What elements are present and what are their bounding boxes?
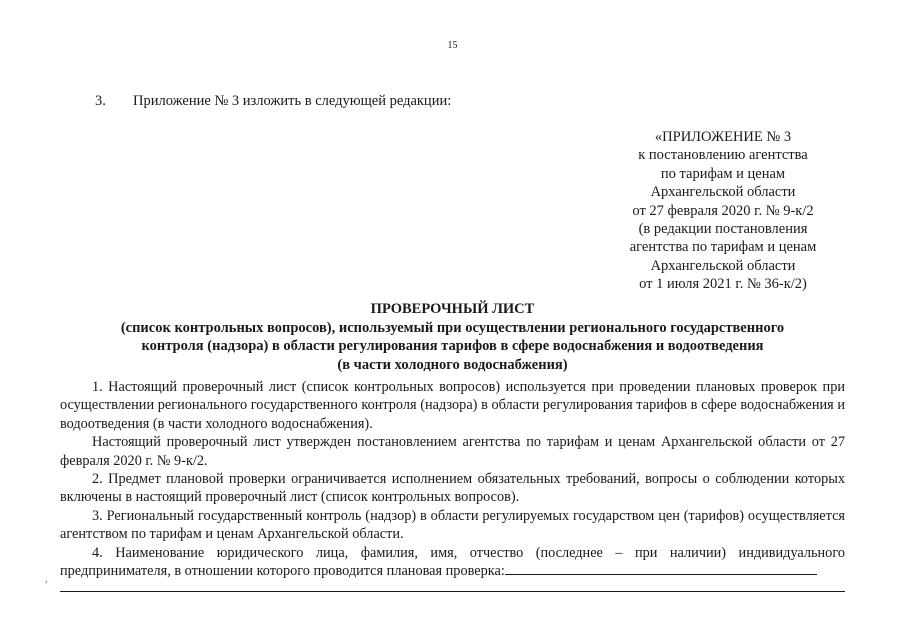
paragraph-1: 1. Настоящий проверочный лист (список контрольных вопросов) используется при проведении плановых проверок при осуществлении регионального государственного контроля (надзора) в области регулирования тарифов в сфере водоснабжения и водоотведения (в части холодного водоснабжения). — [60, 379, 845, 432]
paragraph-4: 3. Региональный государственный контроль (надзор) в области регулируемых государством цен (тарифов) осуществляется агентством по тарифам и ценам Архангельской области. — [60, 507, 845, 543]
appendix-line: к постановлению агентства — [638, 147, 808, 164]
fill-in-blank-line — [505, 562, 817, 575]
appendix-header — [603, 128, 843, 294]
paragraph-5 — [60, 544, 845, 581]
appendix-line: (в редакции постановления — [638, 221, 808, 238]
page-number: 15 — [447, 40, 458, 51]
title-subline: (в части холодного водоснабжения) — [337, 356, 568, 373]
appendix-line: от 27 февраля 2020 г. № 9-к/2 — [632, 202, 814, 219]
title-subline: (список контрольных вопросов), используемый при осуществлении регионального государственного — [120, 319, 785, 336]
paragraph-2: Настоящий проверочный лист утвержден постановлением агентства по тарифам и ценам Архангельской области от 27 февраля 2020 г. № 9-к/2. — [60, 434, 845, 469]
fill-in-rule-line — [60, 591, 845, 592]
amendment-item-3 — [95, 93, 451, 110]
appendix-line: Архангельской области — [650, 257, 796, 274]
title-heading: ПРОВЕРОЧНЫЙ ЛИСТ — [370, 301, 535, 317]
appendix-line: по тарифам и ценам — [660, 165, 786, 182]
appendix-line: агентства по тарифам и ценам — [629, 239, 817, 256]
title-subline: контроля (надзора) в области регулирования тарифов в сфере водоснабжения и водоотведения — [141, 338, 764, 354]
amendment-item-number: 3. — [95, 93, 106, 109]
amendment-item-text: Приложение № 3 изложить в следующей редакции: — [133, 93, 452, 109]
appendix-line: от 1 июля 2021 г. № 36-к/2) — [639, 276, 807, 293]
appendix-line: «ПРИЛОЖЕНИЕ № 3 — [654, 129, 792, 145]
document-title — [60, 300, 845, 374]
paragraph-5-text: 4. Наименование юридического лица, фамилия, имя, отчество (последнее – при наличии) индивидуального предпринимателя, в отношении которого проводится плановая проверка: — [60, 544, 845, 580]
paragraph-3: 2. Предмет плановой проверки ограничивается исполнением обязательных требований, вопросы о соблюдении которых включены в настоящий проверочный лист (список контрольных вопросов). — [60, 471, 845, 506]
document-body — [60, 378, 845, 580]
appendix-line: Архангельской области — [650, 184, 796, 201]
margin-mark: , — [45, 574, 48, 585]
